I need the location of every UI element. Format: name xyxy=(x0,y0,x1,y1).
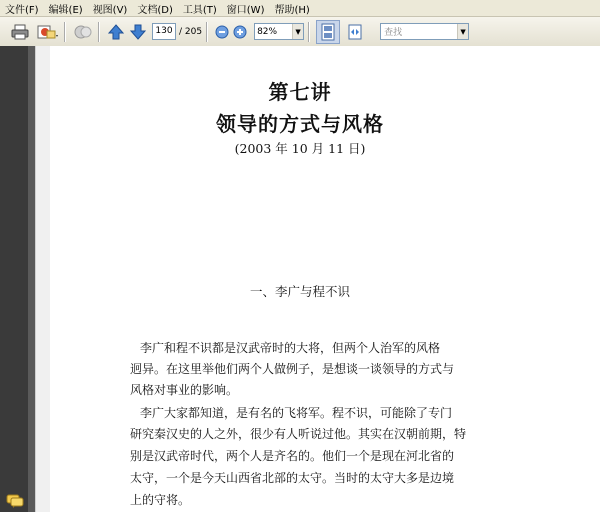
zoom-in-button[interactable] xyxy=(232,21,248,43)
arrow-down-icon xyxy=(130,24,146,40)
previous-page-button[interactable] xyxy=(106,21,126,43)
body-text-line: 太守，一个是今天山西省北部的太守。当时的太守大多是边境 xyxy=(130,471,455,485)
menu-window[interactable]: 窗口(W) xyxy=(226,4,265,16)
search-input[interactable] xyxy=(380,23,469,40)
fit-page-button[interactable] xyxy=(316,20,340,44)
arrow-up-icon xyxy=(108,24,124,40)
body-text-line: 风格对事业的影响。 xyxy=(130,383,239,397)
menu-edit[interactable]: 编辑(E) xyxy=(48,4,83,16)
section-heading: 一、李广与程不识 xyxy=(249,284,350,299)
fit-width-icon xyxy=(346,23,364,41)
email-button[interactable] xyxy=(34,21,60,43)
toolbar xyxy=(0,17,600,47)
lecture-title: 第七讲 xyxy=(268,80,332,104)
menu-document[interactable]: 文档(D) xyxy=(137,4,173,16)
page-number-input[interactable]: 130 xyxy=(152,23,176,40)
toolbar-separator xyxy=(308,22,310,42)
printer-icon xyxy=(11,24,29,40)
toolbar-separator xyxy=(206,22,208,42)
zoom-select[interactable] xyxy=(254,23,304,40)
chevron-down-icon[interactable]: ▼ xyxy=(457,24,468,39)
menu-tools[interactable]: 工具(T) xyxy=(182,4,217,16)
next-page-button[interactable] xyxy=(128,21,148,43)
document-page xyxy=(35,46,600,512)
lecture-date: (2003 年 10 月 11 日) xyxy=(234,141,366,156)
body-text-line: 迥异。在这里举他们两个人做例子，是想谈一谈领导的方式与 xyxy=(130,362,455,376)
lecture-subtitle: 领导的方式与风格 xyxy=(216,112,384,136)
comments-icon[interactable] xyxy=(6,494,24,508)
body-text-line: 李广和程不识都是汉武帝时的大将，但两个人治军的风格 xyxy=(140,341,441,355)
zoom-out-icon xyxy=(215,25,229,39)
zoom-out-button[interactable] xyxy=(214,21,230,43)
body-text-line: 李广大家都知道，是有名的飞将军。程不识，可能除了专门 xyxy=(140,406,453,420)
chevron-down-icon[interactable]: ▼ xyxy=(292,24,303,39)
menu-help[interactable]: 帮助(H) xyxy=(274,4,310,16)
print-button[interactable] xyxy=(8,21,32,43)
fit-width-button[interactable] xyxy=(344,21,366,43)
toolbar-separator xyxy=(98,22,100,42)
disabled-tool-icon xyxy=(74,24,92,40)
attach-button[interactable] xyxy=(72,21,94,43)
search-placeholder: 查找 xyxy=(384,28,403,38)
fit-page-icon xyxy=(320,23,336,41)
email-attach-icon xyxy=(36,23,58,41)
body-text-line: 别是汉武帝时代，两个人是齐名的。他们一个是现在河北省的 xyxy=(130,449,455,463)
menu-file[interactable]: 文件(F) xyxy=(5,4,39,16)
body-text-line: 上的守将。 xyxy=(130,493,191,507)
zoom-in-icon xyxy=(233,25,247,39)
body-text-line: 研究秦汉史的人之外，很少有人听说过他。其实在汉朝前期，特 xyxy=(130,427,467,441)
page-total-label: / 205 xyxy=(179,26,203,37)
menu-bar xyxy=(0,0,600,17)
document-view[interactable] xyxy=(35,46,600,512)
zoom-value: 82% xyxy=(257,26,278,37)
toolbar-separator xyxy=(64,22,66,42)
menu-view[interactable]: 视图(V) xyxy=(92,4,128,16)
